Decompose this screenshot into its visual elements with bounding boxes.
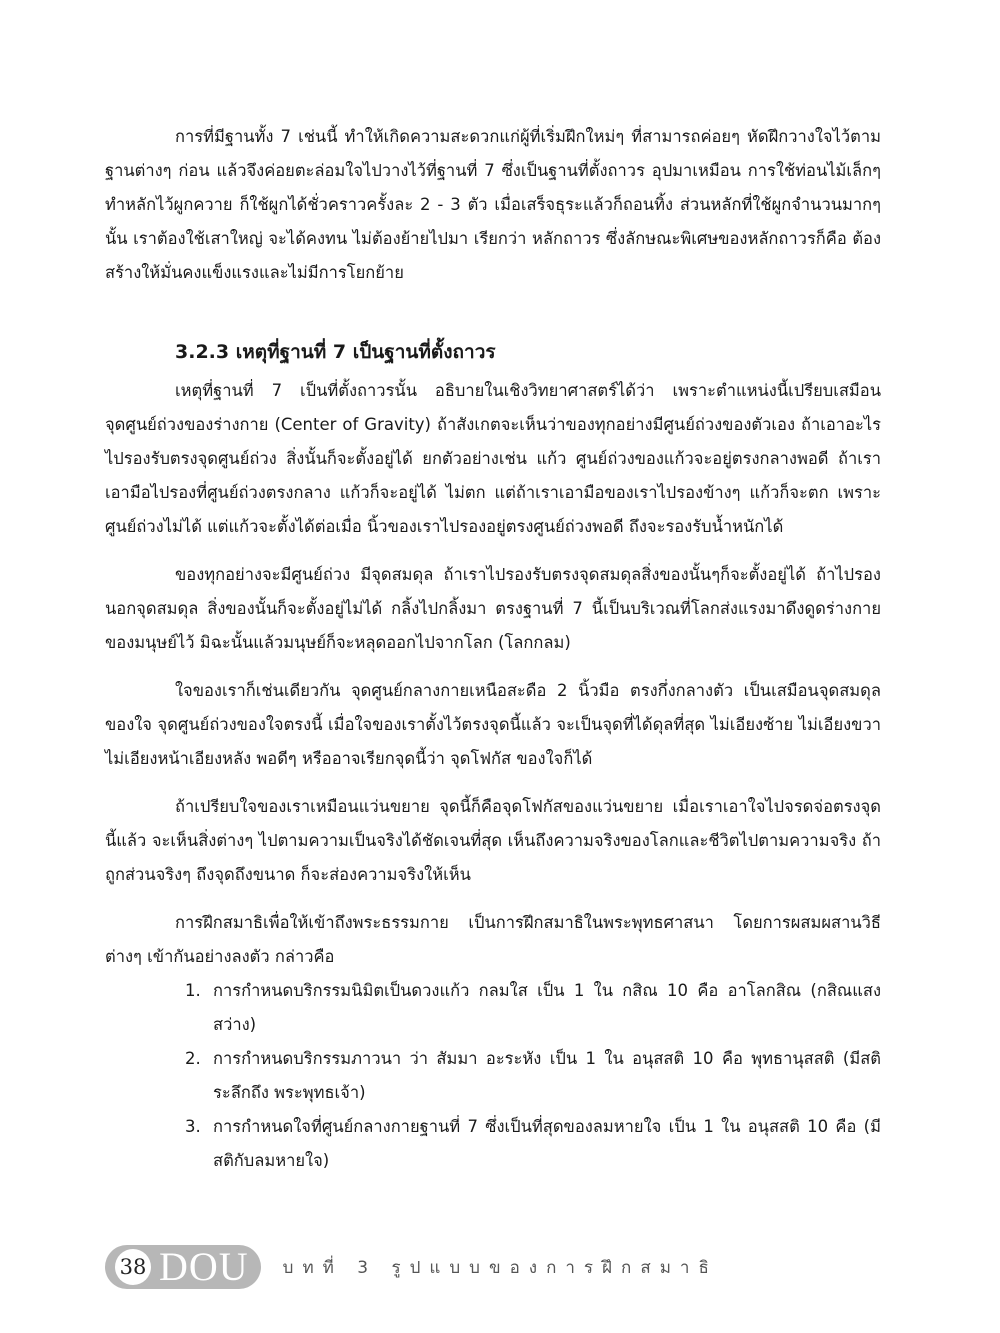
list-item: [185, 974, 881, 1042]
paragraph-magnifier: ถ้าเปรียบใจของเราเหมือนแว่นขยาย จุดนี้ก็คือจุดโฟกัสของแว่นขยาย เมื่อเราเอาใจไปจรดจ่อตรงจุดนี้แล้ว จะเห็นสิ่งต่างๆ ไปตามความเป็นจริงได้ชัดเจนที่สุด เห็นถึงความจริงของโลกและชีวิตไปตามความจริง ถ้าถูกส่วนจริงๆ ถึงจุดถึงขนาด ก็จะส่องความจริงให้เห็น: [105, 797, 881, 884]
brand-logo-text: DOU: [159, 1244, 249, 1289]
paragraph-mind-center: ใจของเราก็เช่นเดียวกัน จุดศูนย์กลางกายเหนือสะดือ 2 นิ้วมือ ตรงกึ่งกลางตัว เป็นเสมือนจุดสมดุลของใจ จุดศูนย์ถ่วงของใจตรงนี้ เมื่อใจของเราตั้งไว้ตรงจุดนี้แล้ว จะเป็นจุดที่ได้ดุลที่สุด ไม่เอียงซ้าย ไม่เอียงขวา ไม่เอียงหน้าเอียงหลัง พอดีๆ หรืออาจเรียกจุดนี้ว่า จุดโฟกัส ของใจก็ได้: [105, 681, 881, 768]
list-item: [185, 1110, 881, 1178]
page-footer: [105, 1244, 718, 1290]
practice-steps-list: [105, 974, 881, 1178]
chapter-title: บทที่ 3 รูปแบบของการฝึกสมาธิ: [282, 1257, 718, 1278]
list-item-text: การกำหนดใจที่ศูนย์กลางกายฐานที่ 7 ซึ่งเป็นที่สุดของลมหายใจ เป็น 1 ใน อนุสสติ 10 คือ (มีสติกับลมหายใจ): [213, 1117, 881, 1170]
section-heading: 3.2.3 เหตุที่ฐานที่ 7 เป็นฐานที่ตั้งถาวร: [175, 341, 496, 363]
list-item-text: การกำหนดบริกรรมภาวนา ว่า สัมมา อะระหัง เป็น 1 ใน อนุสสติ 10 คือ พุทธานุสสติ (มีสติระลึกถึง พระพุทธเจ้า): [213, 1049, 881, 1102]
footer-badge: [105, 1245, 261, 1289]
list-item-number: 2.: [185, 1049, 201, 1068]
paragraph-practice-intro: การฝึกสมาธิเพื่อให้เข้าถึงพระธรรมกาย เป็นการฝึกสมาธิในพระพุทธศาสนา โดยการผสมผสานวิธีต่างๆ เข้ากันอย่างลงตัว กล่าวคือ: [105, 913, 881, 966]
paragraph-balance: ของทุกอย่างจะมีศูนย์ถ่วง มีจุดสมดุล ถ้าเราไปรองรับตรงจุดสมดุลสิ่งของนั้นๆก็จะตั้งอยู่ได้ ถ้าไปรองนอกจุดสมดุล สิ่งของนั้นก็จะตั้งอยู่ไม่ได้ กลิ้งไปกลิ้งมา ตรงฐานที่ 7 นี้เป็นบริเวณที่โลกส่งแรงมาดึงดูดร่างกายของมนุษย์ไว้ มิฉะนั้นแล้วมนุษย์ก็จะหลุดออกไปจากโลก (โลกกลม): [105, 565, 881, 652]
list-item-number: 3.: [185, 1117, 201, 1136]
page-number: 38: [115, 1249, 151, 1285]
list-item: [185, 1042, 881, 1110]
paragraph-center-of-gravity: เหตุที่ฐานที่ 7 เป็นที่ตั้งถาวรนั้น อธิบายในเชิงวิทยาศาสตร์ได้ว่า เพราะตำแหน่งนี้เปรียบเสมือนจุดศูนย์ถ่วงของร่างกาย (Center of Gravity) ถ้าสังเกตจะเห็นว่าของทุกอย่างมีศูนย์ถ่วงของตัวเอง ถ้าเอาอะไรไปรองรับตรงจุดศูนย์ถ่วง สิ่งนั้นก็จะตั้งอยู่ได้ ยกตัวอย่างเช่น แก้ว ศูนย์ถ่วงของแก้วจะอยู่ตรงกลางพอดี ถ้าเราเอามือไปรองที่ศูนย์ถ่วงตรงกลาง แก้วก็จะอยู่ได้ ไม่ตก แต่ถ้าเราเอามือของเราไปรองข้างๆ แก้วก็จะตก เพราะศูนย์ถ่วงไม่ได้ แต่แก้วจะตั้งได้ต่อเมื่อ นิ้วของเราไปรองอยู่ตรงศูนย์ถ่วงพอดี ถึงจะรองรับน้ำหนักได้: [105, 381, 881, 536]
list-item-text: การกำหนดบริกรรมนิมิตเป็นดวงแก้ว กลมใส เป็น 1 ใน กสิณ 10 คือ อาโลกสิณ (กสิณแสงสว่าง): [213, 981, 881, 1034]
list-item-number: 1.: [185, 981, 201, 1000]
paragraph-intro: การที่มีฐานทั้ง 7 เช่นนี้ ทำให้เกิดความสะดวกแก่ผู้ที่เริ่มฝึกใหม่ๆ ที่สามารถค่อยๆ หัดฝึกวางใจไว้ตามฐานต่างๆ ก่อน แล้วจึงค่อยตะล่อมใจไปวางไว้ที่ฐานที่ 7 ซึ่งเป็นฐานที่ตั้งถาวร อุปมาเหมือน การใช้ท่อนไม้เล็กๆ ทำหลักไว้ผูกควาย ก็ใช้ผูกได้ชั่วคราวครั้งละ 2 - 3 ตัว เมื่อเสร็จธุระแล้วก็ถอนทิ้ง ส่วนหลักที่ใช้ผูกจำนวนมากๆ นั้น เราต้องใช้เสาใหญ่ จะได้คงทน ไม่ต้องย้ายไปมา เรียกว่า หลักถาวร ซึ่งลักษณะพิเศษของหลักถาวรก็คือ ต้องสร้างให้มั่นคงแข็งแรงและไม่มีการโยกย้าย: [105, 127, 881, 282]
page-content: [105, 120, 881, 1178]
